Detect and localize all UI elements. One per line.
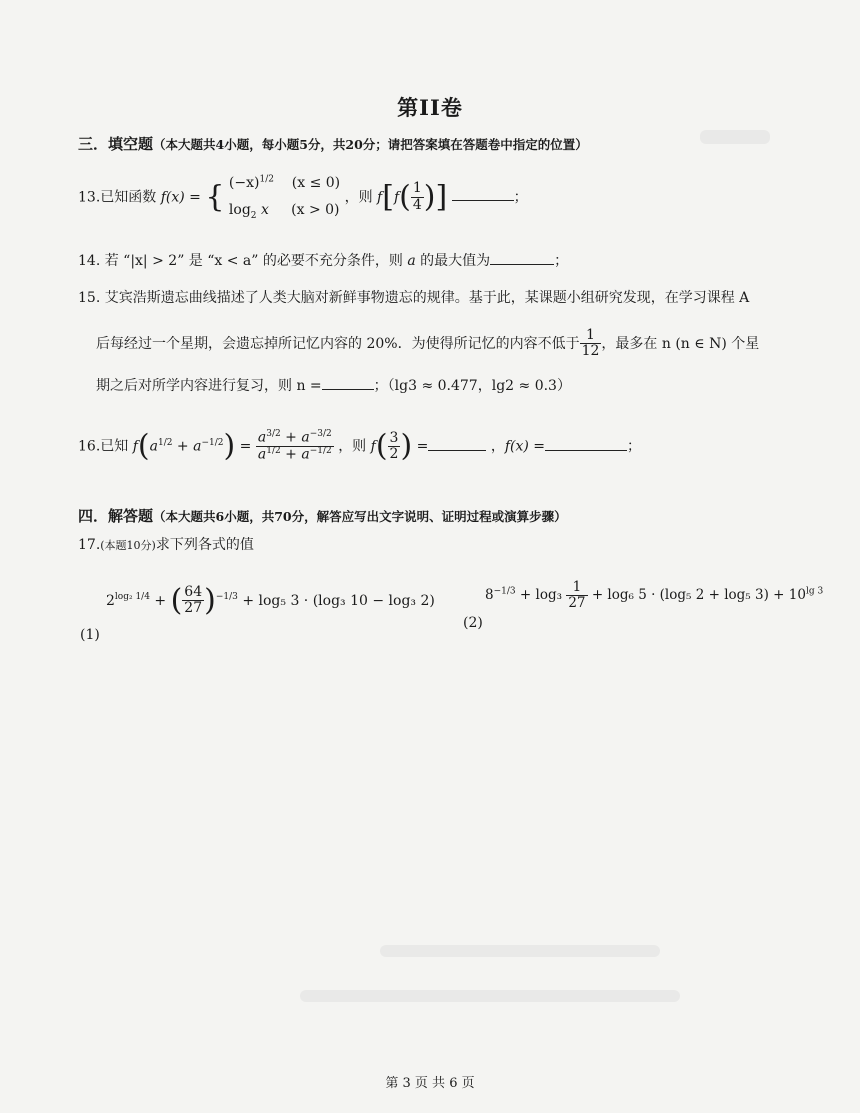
q13-number: 13. xyxy=(78,189,101,206)
section4-header xyxy=(78,505,567,526)
q13-case1-exp: 1/2 xyxy=(259,174,274,185)
scan-smudge xyxy=(380,945,660,957)
q17-stem: 求下列各式的值 xyxy=(155,537,254,553)
question-15-line1: 15. 艾宾浩斯遗忘曲线描述了人类大脑对新鲜事物遗忘的规律。基于此，某课题小组研究发现，在学习课程 A xyxy=(78,290,750,306)
q14-var: a xyxy=(407,253,416,269)
section3-header xyxy=(78,133,588,154)
scan-smudge xyxy=(700,130,770,144)
q17-p2-fraction: $\frac{1}{27}$ xyxy=(568,579,586,611)
q16-stem: 已知 xyxy=(100,438,129,455)
exam-page: 第II卷 三．填空题（本大题共4小题，每小题5分，共20分；请把答案填在答题卷中指定的位置） 13.已知函数 f(x) = { $(-x)^{1/2}$ (x ≤ 0) $\log_2 x$ (x > 0) ，则 f[f( $\frac{1}{4}$ )] ； 14. 若 “|x| > 2” 是 “x < a” 的必要不充分条件，则 a 的最大值为 ； 15. 艾宾浩斯遗忘曲线描述了人类大脑对新鲜事物遗忘的规律。基于此，某课题小组研究发现，在学习课程 A 后每经过一个星期，会遗忘掉所记忆内容的 20%．为使得所记忆的内容不低于 $\frac{1}{12}$ ，最多在 n (n ∈ N) 个星 期之后对所学内容进行复习，则 n = ；（lg3 ≈ 0.477，lg2 ≈ 0.3） 16.已知 $f(a^{1/2} + a^{-1/2})$ = $\frac{a^{3/2} + a^{-3/2}}{a^{1/2} + a^{-1/2}}$ ，则 f( $\frac{3}{2}$ ) = ，f(x) = ； 四．解答题（本大题共6小题，共70分，解答应写出文字说明、证明过程或演算步骤） 17.(本题10分)求下列各式的值 (1) $2^{log_2 1/4}$ + ( $\frac{64}{27}$ )$^{-1/3}$ + log₅ 3 · (log₃ 10 − log₃ 2) (2) $8^{-1/3} + \log_3$ $\frac{1}{27}$ + log₆ 5 · (log₅ 2 + log₅ $3) + 10^{lg 3}$ 第 3 页 共 6 页 xyxy=(0,0,860,1113)
q16-then: ，则 xyxy=(338,438,367,455)
q16-arg-fraction: $\frac{3}{2}$ xyxy=(389,429,399,463)
question-15-line3 xyxy=(96,375,571,395)
q15-line2-b: ，最多在 n (n ∈ N) 个星 xyxy=(601,335,760,352)
q14-text-a: 14. 若 “|x| > 2” 是 “x < a” 的必要不充分条件，则 xyxy=(78,253,403,269)
q16-rhs-fraction: $\frac{a^{3/2} + a^{-3/2}}{a^{1/2} + a^{-1/2}}$ xyxy=(257,429,332,463)
q13-case1-expr: (−x) xyxy=(228,175,260,191)
q16-answer-blank-1[interactable] xyxy=(428,436,486,451)
q13-piecewise xyxy=(229,170,340,224)
q15-line2-a: 后每经过一个星期，会遗忘掉所记忆内容的 20%．为使得所记忆的内容不低于 xyxy=(96,335,580,352)
section4-note: （本大题共6小题，共70分，解答应写出文字说明、证明过程或演算步骤） xyxy=(153,509,567,524)
q17-p2-tail: + log₆ 5 · (log₅ 2 + log₅ 3) + 10 xyxy=(591,586,806,603)
q14-text-b: 的最大值为 xyxy=(420,253,491,269)
question-14: 14. 若 “|x| > 2” 是 “x < a” 的必要不充分条件，则 a 的最大值为 ； xyxy=(78,250,568,270)
q16-number: 16. xyxy=(78,438,101,455)
q17-part1-label: (1) xyxy=(80,627,100,643)
q14-answer-blank[interactable] xyxy=(490,250,554,265)
q13-case2-base: 2 xyxy=(250,210,257,221)
section3-note: （本大题共4小题，每小题5分，共20分；请把答案填在答题卷中指定的位置） xyxy=(153,137,588,152)
q13-stem: 已知函数 xyxy=(100,189,157,206)
q13-case2-expr: log xyxy=(228,201,251,218)
q13-case1-cond: (x ≤ 0) xyxy=(291,175,341,191)
q13-ask-outer: f xyxy=(377,189,383,206)
q17-p1-exp: −1/3 xyxy=(215,592,238,603)
question-17: 17.(本题10分)求下列各式的值 xyxy=(78,537,254,553)
q13-answer-blank[interactable] xyxy=(452,186,514,201)
q15-line3-b: ；（lg3 ≈ 0.477，lg2 ≈ 0.3） xyxy=(373,378,571,394)
page-title: 第II卷 xyxy=(397,95,463,120)
q13-case2-cond: (x > 0) xyxy=(291,201,340,218)
question-16: 16.已知 $f(a^{1/2} + a^{-1/2})$ = $\frac{a^{3/2} + a^{-3/2}}{a^{1/2} + a^{-1/2}}$ ，则 f( $\frac{3}{2}$ ) = ，f(x) = ； xyxy=(78,428,642,464)
section4-heading: 四．解答题 xyxy=(78,507,154,525)
q13-fraction: $\frac{1}{4}$ xyxy=(412,180,422,213)
q17-p2-mid: + log₃ xyxy=(519,586,563,603)
q16-answer-blank-2[interactable] xyxy=(545,436,627,451)
brace-icon: { xyxy=(205,179,225,215)
q15-line3-a: 期之后对所学内容进行复习，则 n = xyxy=(96,378,322,394)
q13-then: ，则 xyxy=(344,189,373,206)
q13-ask-inner: f xyxy=(393,189,400,206)
q17-score: (本题10分) xyxy=(100,539,156,552)
page-footer: 第 3 页 共 6 页 xyxy=(385,1076,475,1091)
section3-heading: 三．填空题 xyxy=(78,135,154,153)
q17-p1-tail: + log₅ 3 · (log₃ 10 − log₃ 2) xyxy=(242,592,435,609)
q17-p1-fraction: $\frac{64}{27}$ xyxy=(184,584,203,617)
question-15-line2 xyxy=(96,328,759,360)
q17-part2-label: (2) xyxy=(463,615,483,631)
q15-fraction: $\frac{1}{12}$ xyxy=(581,327,600,360)
q17-p2-exp: lg 3 xyxy=(805,586,824,597)
q13-case2-var: x xyxy=(256,201,269,218)
q16-fx: f(x) = xyxy=(504,438,546,455)
question-13: 13.已知函数 f(x) = { $(-x)^{1/2}$ (x ≤ 0) $\log_2 x$ (x > 0) ，则 f[f( $\frac{1}{4}$ )] ； xyxy=(78,170,528,224)
scan-smudge xyxy=(300,990,680,1002)
q15-answer-blank[interactable] xyxy=(322,375,374,390)
q13-fx: f(x) = xyxy=(160,189,201,206)
